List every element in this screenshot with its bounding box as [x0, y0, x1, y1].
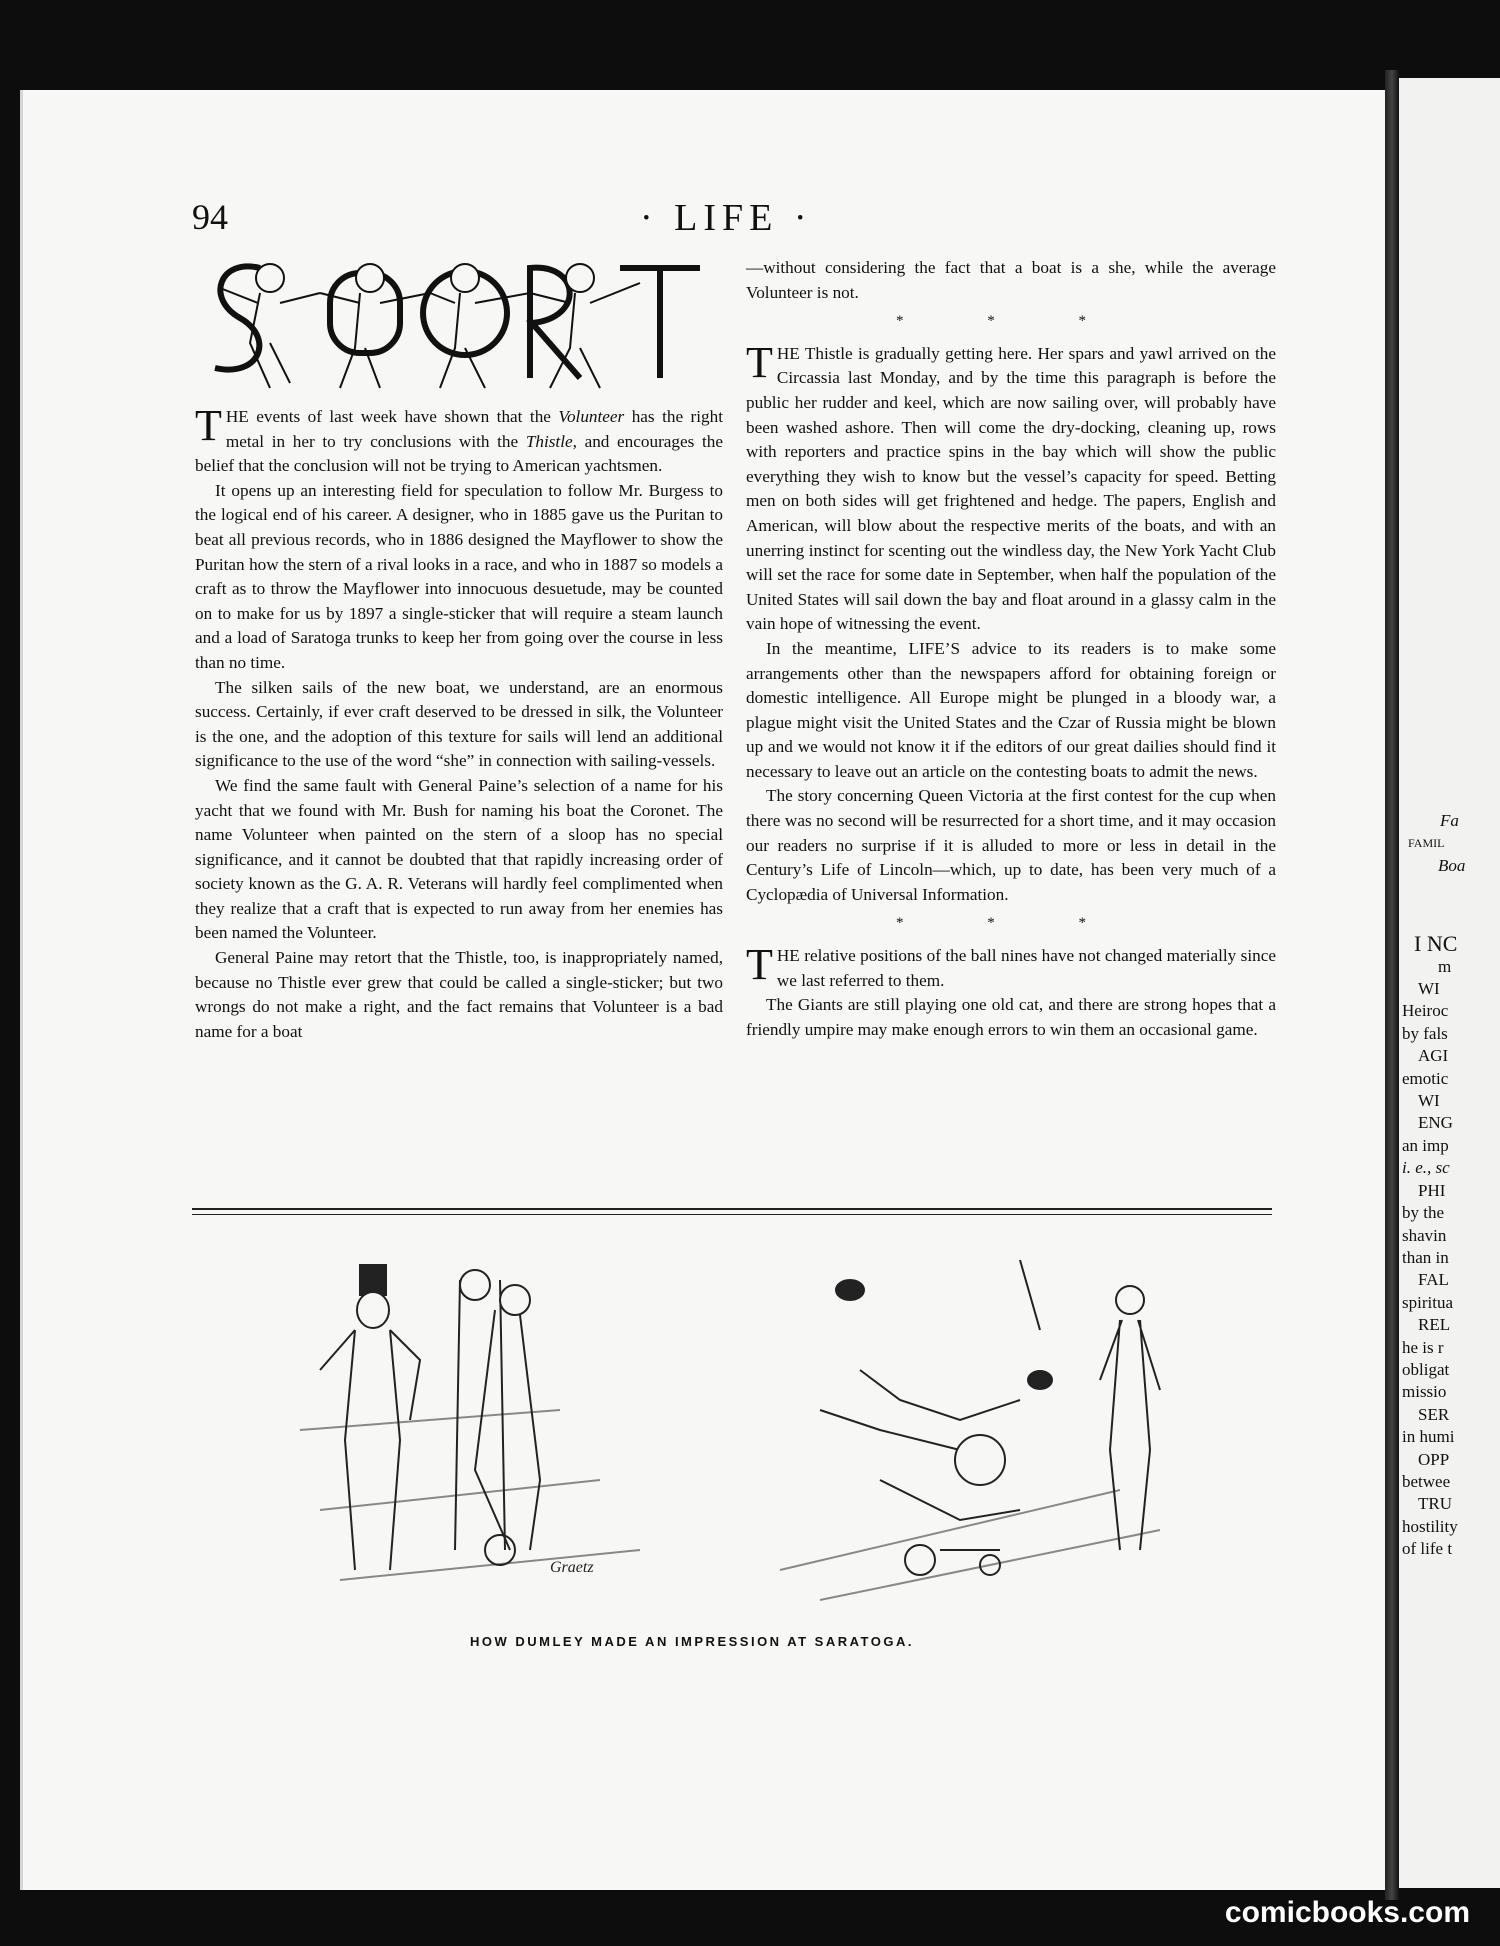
artist-signature: Graetz [550, 1559, 594, 1576]
sport-header-text: SPORT [200, 248, 204, 249]
text-fragment: OPP [1418, 1449, 1450, 1469]
text-fragment: AGI [1418, 1046, 1449, 1066]
text-fragment: betwee [1402, 1471, 1451, 1491]
paragraph: The story concerning Queen Victoria at the first contest for the cup when there was no second will be resurrected for a short time, and it may occasion our readers no surprise if it is alluded to more or less in detail in the Century’s Life of Lincoln—which, up to date, has been very much of a Cyclopædia of Universal Information. [746, 786, 1276, 904]
paragraph: The silken sails of the new boat, we understand, are an enormous success. Certainly, if ever craft deserved to be dressed in silk, the Volunteer is the one, and the adoption of this texture for sails will lend an additional significance to the use of the word “she” in connection with sailing-vessels. [195, 677, 723, 771]
text-fragment: than in [1402, 1247, 1449, 1267]
text-fragment: PHI [1418, 1180, 1446, 1200]
text-fragment: obligat [1402, 1359, 1450, 1379]
divider-rule [192, 1208, 1272, 1210]
illustration-caption: HOW DUMLEY MADE AN IMPRESSION AT SARATOGA. [470, 1634, 914, 1649]
paragraph: THE Thistle is gradually getting here. Her spars and yawl arrived on the Circassia last Monday, and by the time this paragraph is before the public her rudder and keel, which are now sailing over, will probably have been washed ashore. Then will come the dry-docking, cleaning up, rows with reporters and practice spins in the bay which will show the public everything they wish to know but the vessel’s capacity for speed. Betting men on both sides will get frightened and hedge. The papers, English and American, will blow about the respective merits of the boats, and with an unerring instinct for scenting out the windless day, the New York Yacht Club will set the race for some date in September, when half the population of the United States will sail down the bay and float around in a glassy calm in the vain hope of witnessing the event. [746, 337, 1276, 634]
paragraph: General Paine may retort that the Thistle, too, is inappropriately named, because no Thistle ever grew that could be called a single-sticker; but two wrongs do not make a right, and the fact remains that Volunteer is a bad name for a boat [195, 948, 723, 1041]
text-fragment: WI [1418, 1091, 1440, 1111]
drop-cap: T [746, 940, 773, 990]
paragraph: —without considering the fact that a boat is a she, while the average Volunteer is not. [746, 258, 1276, 302]
text-fragment: Boa [1438, 855, 1466, 875]
text-fragment: of life t [1402, 1539, 1453, 1559]
section-divider-stars: * * * [896, 915, 1126, 932]
article-column-right [746, 256, 1276, 1042]
text-fragment: an imp [1402, 1135, 1449, 1155]
text-fragment: in humi [1402, 1427, 1455, 1447]
text-fragment: by the [1402, 1203, 1445, 1223]
text-fragment: REL [1418, 1315, 1451, 1335]
text-fragment: m [1438, 956, 1452, 976]
section-divider-stars: * * * [896, 313, 1126, 330]
text-fragment: FAMIL [1408, 836, 1445, 851]
sport-header-illustration [200, 248, 720, 398]
facing-page-fragments [1402, 810, 1500, 1561]
divider-rule [192, 1214, 1272, 1215]
paragraph: In the meantime, LIFE’S advice to its readers is to make some arrangements other than the newspapers afford for obtaining foreign or domestic intelligence. All Europe might be plunged in a bloody war, a plague might visit the United States and the Czar of Russia might be blown up and we would not know it if the editors of our great dailies should find it necessary to leave out an article on the contesting boats to admit the news. [746, 638, 1276, 781]
text-fragment: WI [1418, 979, 1440, 999]
text-fragment: ENG [1418, 1113, 1453, 1133]
text-fragment: shavin [1402, 1225, 1447, 1245]
cartoon-illustration [260, 1250, 1220, 1610]
text-fragment: missio [1402, 1382, 1447, 1402]
paragraph: It opens up an interesting field for speculation to follow Mr. Burgess to the logical end of his career. A designer, who in 1885 gave us the Puritan to beat all previous records, who in 1886 designed the Mayflower to show the Puritan how the stern of a rival looks in a race, and who in 1887 so models a craft as to throw the Mayflower into innocuous desuetude, may be counted on to make for us by 1897 a single-sticker that will require a steam launch and a load of Saratoga trunks to keep her from going over the course in less than no time. [195, 480, 723, 672]
page-fold [1385, 70, 1399, 1900]
text-fragment: FAL [1418, 1270, 1449, 1290]
text-fragment: spiritua [1402, 1292, 1453, 1312]
text-fragment: I NC [1414, 931, 1458, 957]
watermark: comicbooks.com [1224, 1896, 1470, 1929]
paragraph: THE relative positions of the ball nines have not changed materially since we last referred to them. [746, 940, 1276, 990]
paragraph: We find the same fault with General Paine’s selection of a name for his yacht that we found with Mr. Bush for naming his boat the Coronet. The name Volunteer when painted on the stern of a sloop has no special significance, and it cannot be doubted that that rapidly increasing order of society known as the G. A. R. Veterans will hardly feel complimented when they realize that a craft that is expected to run away from her enemies has been named the Volunteer. [195, 775, 723, 943]
text-fragment: he is r [1402, 1337, 1444, 1357]
text-fragment: Heiroc [1402, 1001, 1449, 1021]
text-fragment: i. e., sc [1402, 1158, 1450, 1178]
text-fragment: emotic [1402, 1068, 1449, 1088]
article-column-left [195, 401, 723, 1044]
paragraph: THE events of last week have shown that the Volunteer has the right metal in her to try conclusions with the Thistle, and encourages the belief that the conclusion will not be trying to American yachtsmen. [195, 401, 723, 476]
text-fragment: SER [1418, 1404, 1450, 1424]
paragraph: The Giants are still playing one old cat, and there are strong hopes that a friendly umpire may make enough errors to win them an occasional game. [746, 995, 1276, 1039]
text-fragment: TRU [1418, 1494, 1452, 1514]
text-fragment: by fals [1402, 1023, 1448, 1043]
text-fragment: Fa [1440, 811, 1459, 830]
text-fragment: hostility [1402, 1516, 1458, 1536]
page-number: 94 [192, 197, 228, 237]
drop-cap: T [195, 401, 222, 450]
drop-cap: T [746, 337, 773, 387]
magazine-title: · LIFE · [640, 197, 813, 239]
